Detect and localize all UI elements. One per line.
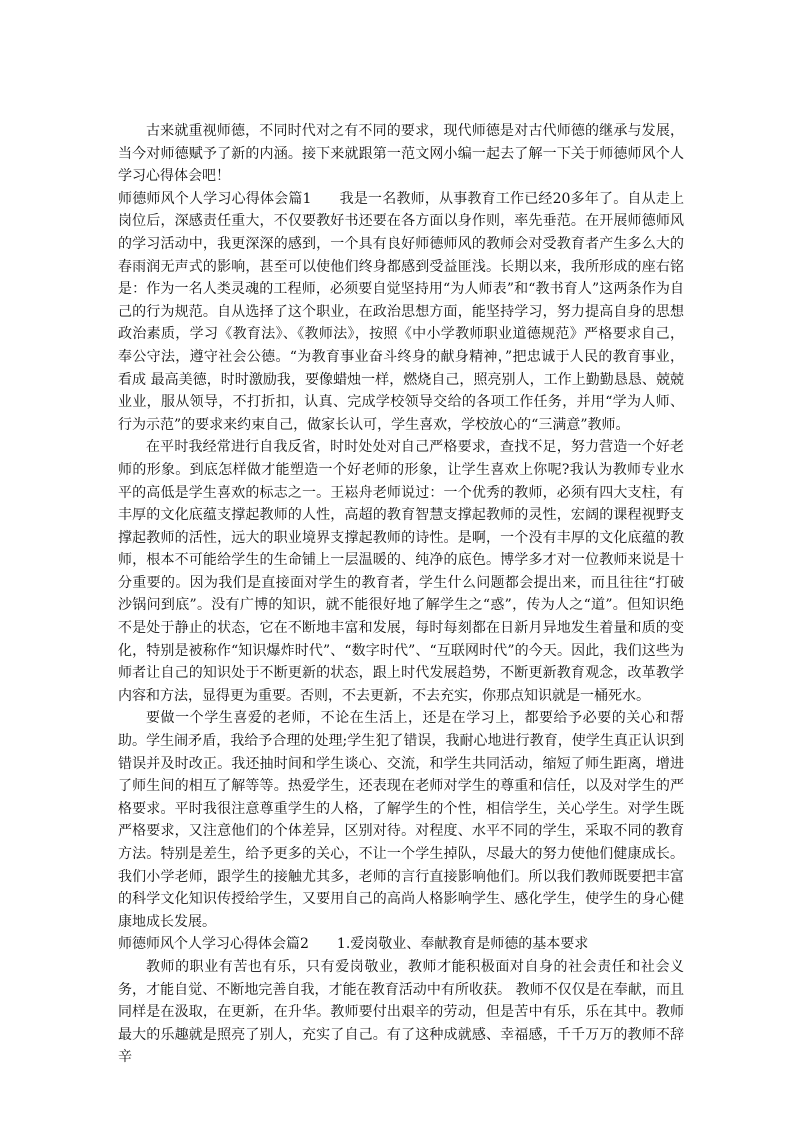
section-1-lead: 我是一名教师，从事教育工作已经20多年了。自从走上岗位后，深感责任重大，不仅要教好书还要在各方面以身作则，率先垂范。在开展师德师风的学习活动中，我更深深的感到，一个具有良好师德师风的教师会对受教育者产生多么大的春雨润无声式的影响，甚至可以使他们终身都感到受益匪浅。长期以来，我所形成的座右铭是：作为一名人类灵魂的工程师，必须要自觉坚持用“为人师表”和“教书育人”这两条作为自己的行为规范。自从选择了这个职业，在政治思想方面，能坚持学习，努力提高自身的思想政治素质，学习《教育法》、《教师法》，按照《中小学教师职业道德规范》严格要求自己，奉公守法，遵守社会公德。“为教育事业奋斗终身的献身精神，”把忠诚于人民的教育事业，看成 最高美德，时时激励我，要像蜡烛一样，燃烧自己，照亮别人，工作上勤勤恳恳、兢兢业业，服从领导，不打折扣，认真、完成学校领导交给的各项工作任务，并用“学为人师、行为示范”的要求来约束自己，做家长认可，学生喜欢，学校放心的“三满意”教师。 xyxy=(118,190,684,433)
section-2-title: 师德师风个人学习心得体会篇2 xyxy=(118,936,309,953)
section-1-title: 师德师风个人学习心得体会篇1 xyxy=(118,190,312,207)
section-2-paragraph-1: 教师的职业有苦也有乐，只有爱岗敬业，教师才能积极面对自身的社会责任和社会义务，才能自觉、不断地完善自我，才能在教育活动中有所收获。 教师不仅仅是在奉献，而且同样是在汲取，在更新，在升华。教师要付出艰辛的劳动，但是苦中有乐，乐在其中。教师最大的乐趣就是照亮了别人，充实了自己。有了这种成就感、幸福感，千千万万的教师不辞辛 xyxy=(118,958,684,1066)
section-1 xyxy=(118,188,684,437)
section-1-paragraph-1: 在平时我经常进行自我反省，时时处处对自己严格要求，查找不足，努力营造一个好老师的形象。到底怎样做才能塑造一个好老师的形象，让学生喜欢上你呢?我认为教师专业水平的高低是学生喜欢的标志之一。王崧舟老师说过：一个优秀的教师，必须有四大支柱，有丰厚的文化底蕴支撑起教师的人性，高超的教育智慧支撑起教师的灵性，宏阔的课程视野支撑起教师的活性，远大的职业境界支撑起教师的诗性。是啊，一个没有丰厚的文化底蕴的教师，根本不可能给学生的生命铺上一层温暖的、纯净的底色。博学多才对一位教师来说是十分重要的。因为我们是直接面对学生的教育者，学生什么问题都会提出来，而且往往“打破沙锅问到底”。没有广博的知识，就不能很好地了解学生之“惑”，传为人之“道”。但知识绝不是处于静止的状态，它在不断地丰富和发展，每时每刻都在日新月异地发生着量和质的变化，特别是被称作“知识爆炸时代”、“数字时代”、“互联网时代”的今天。因此，我们这些为师者让自己的知识处于不断更新的状态，跟上时代发展趋势，不断更新教育观念，改革教学内容和方法，显得更为重要。否则，不去更新，不去充实，你那点知识就是一桶死水。 xyxy=(118,439,684,704)
intro-paragraph: 古来就重视师德，不同时代对之有不同的要求，现代师德是对古代师德的继承与发展，当今对师德赋予了新的内涵。接下来就跟第一范文网小编一起去了解一下关于师德师风个人学习心得体会吧！ xyxy=(118,123,684,185)
section-2 xyxy=(118,933,684,956)
section-2-lead: 1.爱岗敬业、奉献教育是师德的基本要求 xyxy=(336,936,589,953)
section-1-paragraph-2: 要做一个学生喜爱的老师，不论在生活上，还是在学习上，都要给予必要的关心和帮助。学生闹矛盾，我给予合理的处理;学生犯了错误，我耐心地进行教育，使学生真正认识到错误并及时改正。我还抽时间和学生谈心、交流，和学生共同活动，缩短了师生距离，增进了师生间的相互了解等等。热爱学生，还表现在老师对学生的尊重和信任，以及对学生的严格要求。平时我很注意尊重学生的人格，了解学生的个性，相信学生，关心学生。对学生既严格要求，又注意他们的个体差异，区别对待。对程度、水平不同的学生，采取不同的教育方法。特别是差生，给予更多的关心，不让一个学生掉队，尽最大的努力使他们健康成长。我们小学老师，跟学生的接触尤其多，老师的言行直接影响他们。所以我们教师既要把丰富的科学文化知识传授给学生，又要用自己的高尚人格影响学生、感化学生，使学生的身心健康地成长发展。 xyxy=(118,710,684,930)
document-body xyxy=(118,120,684,1069)
